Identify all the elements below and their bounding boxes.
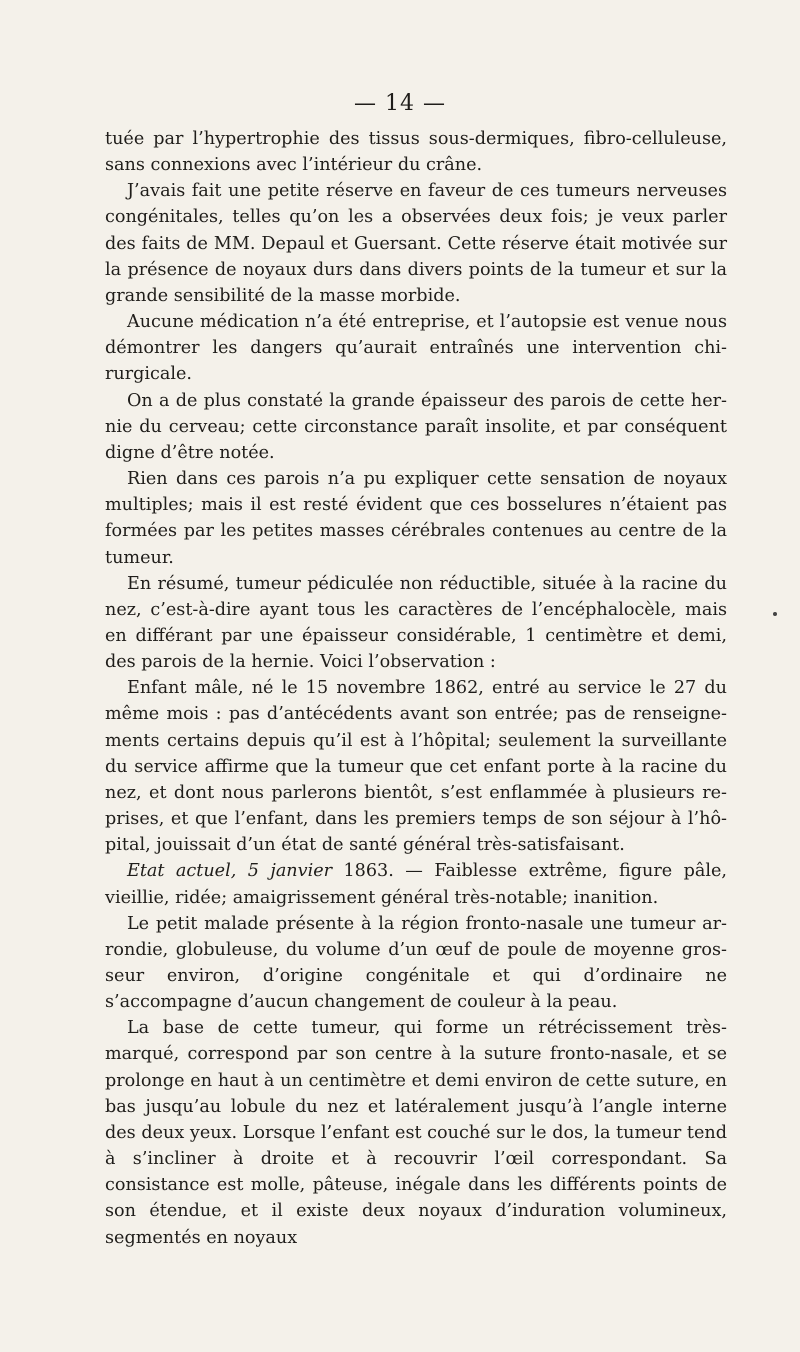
paragraph-8-lead: Etat actuel, 5 janvier [127,861,333,882]
paragraph-4: On a de plus constaté la grande épaisseur des parois de cette hernie du cerveau; cette circonstance paraît insolite, et par conséquent digne d’être notée. [105,390,727,463]
paragraph-8 [105,858,727,910]
paragraph-2: J’avais fait une petite réserve en faveur de ces tumeurs nerveuses congénitales, telles qu’on les a observées deux fois; je veux parler des faits de MM. Depaul et Guersant. Cette réserve était motivée sur la présence de noyaux durs dans divers points de la tumeur et sur la grande sensibilité de la masse morbide. [105,181,727,306]
paragraph-7: Enfant mâle, né le 15 novembre 1862, entré au service le 27 du même mois : pas d’antécédents avant son entrée; pas de renseignements certains depuis qu’il est à l’hôpital; seulement la surveillante du service affirme que la tumeur que cet enfant porte à la racine du nez, et dont nous parlerons bientôt, s’est enflammée à plusieurs reprises, et que l’enfant, dans les premiers temps de son séjour à l’hôpital, jouissait d’un état de santé général très-satisfaisant. [105,678,727,856]
paragraph-10: La base de cette tumeur, qui forme un rétrécissement très-marqué, correspond par son centre à la suture fronto-nasale, et se prolonge en haut à un centimètre et demi environ de cette suture, en bas jusqu’au lobule du nez et latéralement jusqu’à l’angle interne des deux yeux. Lorsque l’enfant est couché sur le dos, la tumeur tend à s’incliner à droite et à recouvrir l’œil correspondant. Sa consistance est molle, pâteuse, inégale dans les différents points de son étendue, et il existe deux noyaux d’induration volumineux, segmentés en noyaux [105,1018,727,1248]
body-text [105,126,727,1251]
page-number: — 14 — [354,91,446,116]
paragraph-3: Aucune médication n’a été entreprise, et l’autopsie est venue nous démontrer les dangers qu’aurait entraînés une intervention chirurgicale. [105,312,727,385]
paragraph-5: Rien dans ces parois n’a pu expliquer cette sensation de noyaux multiples; mais il est resté évident que ces bosselures n’étaient pas formées par les petites masses cérébrales contenues au centre de la tumeur. [105,469,727,568]
paragraph-9: Le petit malade présente à la région fronto-nasale une tumeur arrondie, globuleuse, du volume d’un œuf de poule de moyenne grosseur environ, d’origine congénitale et qui d’ordinaire ne s’accompagne d’aucun changement de couleur à la peau. [105,913,727,1013]
paragraph-8-text: 1863. — Faiblesse extrême, figure pâle, vieillie, ridée; amaigrissement général très-notable; inanition. [105,861,727,908]
paragraph-1: tuée par l’hypertrophie des tissus sous-dermiques, fibro-celluleuse, sans connexions avec l’intérieur du crâne. [105,129,727,176]
ink-speck [773,612,777,616]
paragraph-6: En résumé, tumeur pédiculée non réductible, située à la racine du nez, c’est-à-dire ayant tous les caractères de l’encéphalocèle, mais en différant par une épaisseur considérable, 1 centimètre et demi, des parois de la hernie. Voici l’observation : [105,573,727,673]
